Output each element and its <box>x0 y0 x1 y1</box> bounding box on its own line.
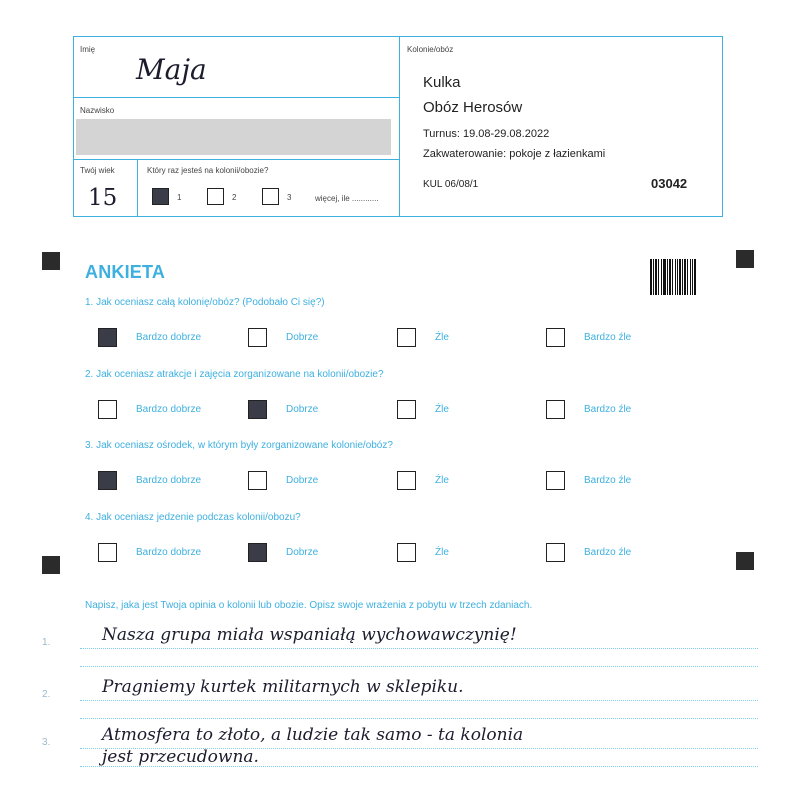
survey-title: ANKIETA <box>85 262 166 282</box>
times-option-1-label: 1 <box>177 193 182 202</box>
question-3-option-1-label: Bardzo dobrze <box>136 475 202 486</box>
question-4-option-2-checkbox[interactable] <box>248 543 267 562</box>
name-label: Imię <box>80 45 96 54</box>
question-2-option-4-checkbox[interactable] <box>546 400 565 419</box>
question-1-option-3-checkbox[interactable] <box>397 328 416 347</box>
camp-accommodation-value: pokoje z łazienkami <box>509 148 606 160</box>
question-4-option-4-checkbox[interactable] <box>546 543 565 562</box>
barcode-bar <box>653 259 654 295</box>
question-2-option-3-checkbox[interactable] <box>397 400 416 419</box>
answer-3-number: 3. <box>42 737 51 748</box>
barcode-bar <box>650 259 652 295</box>
question-1-option-4-label: Bardzo źle <box>584 332 632 343</box>
registration-mark-top-right <box>736 250 754 268</box>
answer-3-text[interactable]: Atmosfera to złoto, a ludzie tak samo - ta kolonia <box>102 725 524 745</box>
barcode-bar <box>675 259 676 295</box>
answer-line <box>80 718 758 719</box>
camp-label: Kolonie/obóz <box>407 45 454 54</box>
times-option-2-label: 2 <box>232 193 237 202</box>
barcode-bar <box>687 259 688 295</box>
times-more-label: więcej, ile ............ <box>315 194 379 203</box>
answer-line <box>80 700 758 701</box>
answer-line <box>80 666 758 667</box>
question-2-option-4-label: Bardzo źle <box>584 404 632 415</box>
question-3-option-4-label: Bardzo źle <box>584 475 632 486</box>
camp-code: KUL 06/08/1 <box>423 179 479 190</box>
form-number: 03042 <box>651 176 688 191</box>
question-2-option-2-label: Dobrze <box>286 404 319 415</box>
surname-label: Nazwisko <box>80 106 115 115</box>
question-3-option-2-label: Dobrze <box>286 475 319 486</box>
registration-mark-bottom-left <box>42 556 60 574</box>
question-1-option-2-checkbox[interactable] <box>248 328 267 347</box>
question-3-option-4-checkbox[interactable] <box>546 471 565 490</box>
header-form-box <box>73 36 723 217</box>
header-divider-age <box>137 159 138 216</box>
question-2-option-3-label: Źle <box>435 404 449 415</box>
age-label: Twój wiek <box>80 166 115 175</box>
name-value[interactable]: Maja <box>136 53 207 86</box>
registration-mark-bottom-right <box>736 552 754 570</box>
surname-redacted-field[interactable] <box>76 119 391 155</box>
barcode-bar <box>694 259 696 295</box>
barcode-bar <box>663 259 666 295</box>
times-label: Który raz jesteś na kolonii/obozie? <box>147 166 269 175</box>
times-option-1-checkbox[interactable] <box>152 188 169 205</box>
header-divider-vertical <box>399 37 400 216</box>
question-3-option-3-label: Źle <box>435 475 449 486</box>
camp-type: Obóz Herosów <box>423 99 523 116</box>
essay-instruction: Napisz, jaka jest Twoja opinia o kolonii lub obozie. Opisz swoje wrażenia z pobytu w trzech zdaniach. <box>85 600 533 611</box>
barcode-bar <box>661 259 662 295</box>
question-1-option-3-label: Źle <box>435 332 449 343</box>
barcode-bar <box>667 259 668 295</box>
camp-turn-value: 19.08-29.08.2022 <box>462 128 550 140</box>
barcode-bar <box>658 259 659 295</box>
question-1-option-2-label: Dobrze <box>286 332 319 343</box>
camp-accommodation-label: Zakwaterowanie: <box>423 148 507 160</box>
times-option-2-checkbox[interactable] <box>207 188 224 205</box>
question-3-option-2-checkbox[interactable] <box>248 471 267 490</box>
question-4-option-1-checkbox[interactable] <box>98 543 117 562</box>
question-3-option-3-checkbox[interactable] <box>397 471 416 490</box>
question-1-option-4-checkbox[interactable] <box>546 328 565 347</box>
barcode-bar <box>679 259 681 295</box>
question-1-text: 1. Jak oceniasz całą kolonię/obóz? (Podobało Ci się?) <box>85 297 325 308</box>
barcode-bar <box>677 259 678 295</box>
header-divider-name <box>74 97 399 98</box>
question-4-text: 4. Jak oceniasz jedzenie podczas kolonii/obozu? <box>85 512 301 523</box>
answer-1-text[interactable]: Nasza grupa miała wspaniałą wychowawczynię! <box>102 625 517 645</box>
question-4-option-1-label: Bardzo dobrze <box>136 547 202 558</box>
barcode-image <box>650 259 704 295</box>
question-2-option-1-checkbox[interactable] <box>98 400 117 419</box>
age-value[interactable]: 15 <box>88 185 118 211</box>
answer-3-continuation[interactable]: jest przecudowna. <box>102 747 259 767</box>
camp-turn-label: Turnus: <box>423 128 460 140</box>
question-2-option-2-checkbox[interactable] <box>248 400 267 419</box>
barcode-bar <box>684 259 686 295</box>
question-2-text: 2. Jak oceniasz atrakcje i zajęcia zorganizowane na kolonii/obozie? <box>85 369 384 380</box>
answer-2-number: 2. <box>42 689 51 700</box>
times-option-3-checkbox[interactable] <box>262 188 279 205</box>
question-3-text: 3. Jak oceniasz ośrodek, w którym były zorganizowane kolonie/obóz? <box>85 440 393 451</box>
header-divider-surname <box>74 159 399 160</box>
question-1-option-1-checkbox[interactable] <box>98 328 117 347</box>
question-2-option-1-label: Bardzo dobrze <box>136 404 202 415</box>
question-4-option-4-label: Bardzo źle <box>584 547 632 558</box>
barcode-bar <box>655 259 657 295</box>
question-4-option-3-checkbox[interactable] <box>397 543 416 562</box>
barcode-bar <box>692 259 693 295</box>
barcode-bar <box>669 259 671 295</box>
camp-turn-row <box>423 128 549 140</box>
question-1-option-1-label: Bardzo dobrze <box>136 332 202 343</box>
barcode-bar <box>690 259 691 295</box>
answer-2-text[interactable]: Pragniemy kurtek militarnych w sklepiku. <box>102 677 464 697</box>
barcode-bar <box>682 259 683 295</box>
barcode-bar <box>672 259 673 295</box>
answer-line <box>80 648 758 649</box>
question-4-option-2-label: Dobrze <box>286 547 319 558</box>
registration-mark-top-left <box>42 252 60 270</box>
camp-accommodation-row <box>423 148 605 160</box>
answer-1-number: 1. <box>42 637 51 648</box>
question-4-option-3-label: Źle <box>435 547 449 558</box>
times-option-3-label: 3 <box>287 193 292 202</box>
camp-name: Kulka <box>423 74 461 91</box>
question-3-option-1-checkbox[interactable] <box>98 471 117 490</box>
